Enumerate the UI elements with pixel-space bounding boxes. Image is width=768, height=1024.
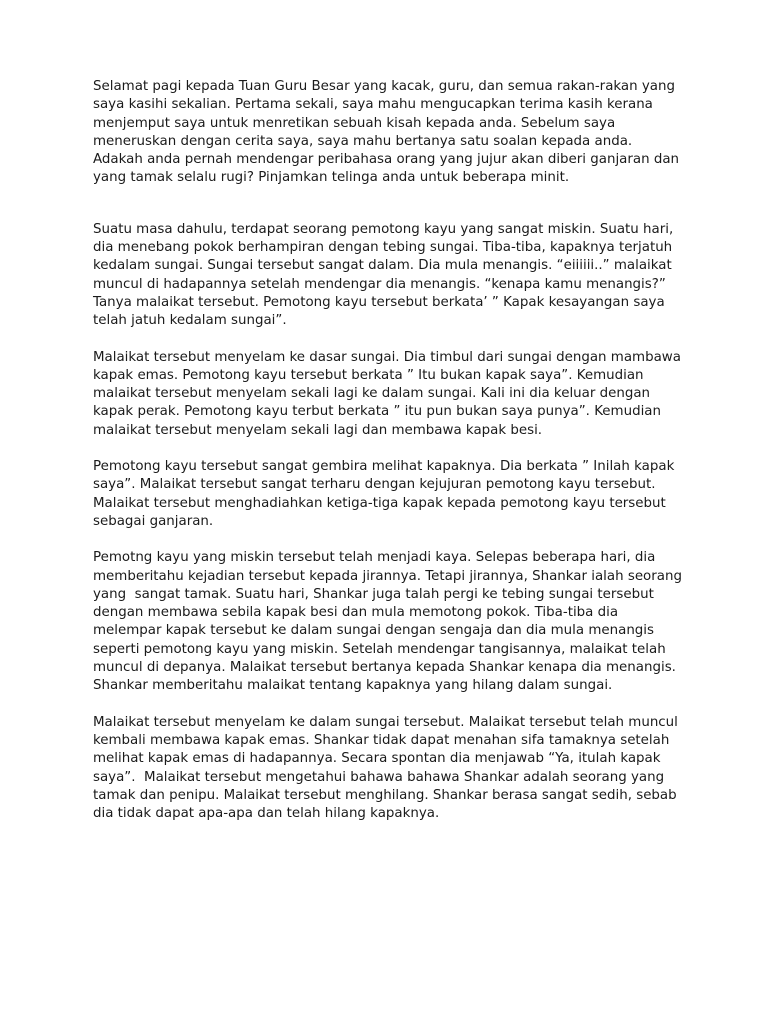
story-paragraph-1: Suatu masa dahulu, terdapat seorang pemotong kayu yang sangat miskin. Suatu hari, dia menebang pokok berhampiran dengan tebing sungai. Tiba-tiba, kapaknya terjatuh kedalam sungai. Sungai tersebut sangat dalam. Dia mula menangis. “eiiiiii..” malaikat muncul di hadapannya setelah mendengar dia menangis. “kenapa kamu menangis?” Tanya malaikat tersebut. Pemotong kayu tersebut berkata’ ” Kapak kesayangan saya telah jatuh kedalam sungai”. (93, 221, 678, 329)
story-paragraph-2: Malaikat tersebut menyelam ke dasar sungai. Dia timbul dari sungai dengan mambawa kapak emas. Pemotong kayu tersebut berkata ” Itu bukan kapak saya”. Kemudian malaikat tersebut menyelam sekali lagi ke dalam sungai. Kali ini dia keluar dengan kapak perak. Pemotong kayu terbut berkata ” itu pun bukan saya punya”. Kemudian malaikat tersebut menyelam sekali lagi dan membawa kapak besi. (93, 349, 686, 438)
story-paragraph-4: Pemotng kayu yang miskin tersebut telah menjadi kaya. Selepas beberapa hari, dia memberitahu kejadian tersebut kepada jirannya. Tetapi jirannya, Shankar ialah seorang yang sangat tamak. Suatu hari, Shankar juga talah pergi ke tebing sungai tersebut dengan membawa sebila kapak besi dan mula memotong pokok. Tiba-tiba dia melempar kapak tersebut ke dalam sungai dengan sengaja dan dia mula menangis seperti pemotong kayu yang miskin. Setelah mendengar tangisannya, malaikat telah muncul di depanya. Malaikat tersebut bertanya kepada Shankar kenapa dia menangis. Shankar memberitahu malaikat tentang kapaknya yang hilang dalam sungai. (93, 550, 687, 694)
story-paragraph-3: Pemotong kayu tersebut sangat gembira melihat kapaknya. Dia berkata ” Inilah kapak saya”. Malaikat tersebut sangat terharu dengan kejujuran pemotong kayu tersebut. Malaikat tersebut menghadiahkan ketiga-tiga kapak kepada pemotong kayu tersebut sebagai ganjaran. (93, 459, 679, 529)
intro-paragraph: Selamat pagi kepada Tuan Guru Besar yang kacak, guru, dan semua rakan-rakan yang saya kasihi sekalian. Pertama sekali, saya mahu mengucapkan terima kasih kerana menjemput saya untuk menretikan sebuah kisah kepada anda. Sebelum saya meneruskan dengan cerita saya, saya mahu bertanya satu soalan kepada anda. Adakah anda pernah mendengar peribahasa orang yang jujur akan diberi ganjaran dan yang tamak selalu rugi? Pinjamkan telinga anda untuk beberapa minit. (93, 79, 684, 186)
document-body (93, 78, 687, 841)
story-paragraph-5: Malaikat tersebut menyelam ke dalam sungai tersebut. Malaikat tersebut telah muncul kembali membawa kapak emas. Shankar tidak dapat menahan sifa tamaknya setelah melihat kapak emas di hadapannya. Secara spontan dia menjawab “Ya, itulah kapak saya”. Malaikat tersebut mengetahui bahawa bahawa Shankar adalah seorang yang tamak dan penipu. Malaikat tersebut menghilang. Shankar berasa sangat sedih, sebab dia tidak dapat apa-apa dan telah hilang kapaknya. (93, 714, 683, 822)
paragraph-spacer (93, 188, 683, 221)
